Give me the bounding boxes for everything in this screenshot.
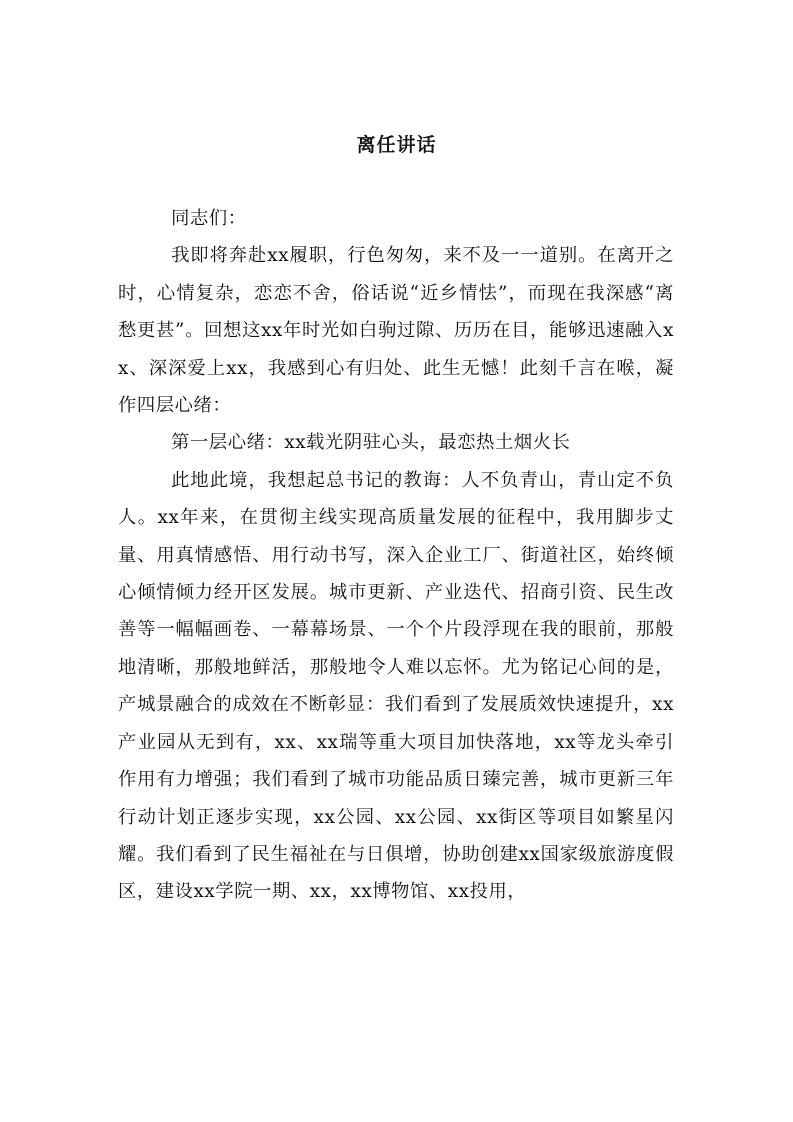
section-heading-1: 第一层心绪：xx载光阴驻心头，最恋热土烟火长 xyxy=(171,432,571,454)
salutation-paragraph: 同志们： xyxy=(171,208,247,229)
document-title: 离任讲话 xyxy=(356,134,437,156)
intro-paragraph: 我即将奔赴xx履职，行色匆匆，来不及一一道别。在离开之时，心情复杂，恋恋不舍，俗话说“近乡情怯”，而现在我深感“离愁更甚”。回想这xx年时光如白驹过隙、历历在目，能够迅速融入xx、深深爱上xx，我感到心有归处、此生无憾！此刻千言在喉，凝作四层心绪： xyxy=(118,245,674,417)
section-1-paragraph: 此地此境，我想起总书记的教诲：人不负青山，青山定不负人。xx年来，在贯彻主线实现高质量发展的征程中，我用脚步丈量、用真情感悟、用行动书写，深入企业工厂、街道社区，始终倾心倾情倾力经开区发展。城市更新、产业迭代、招商引资、民生改善等一幅幅画卷、一幕幕场景、一个个片段浮现在我的眼前，那般地清晰，那般地鲜活，那般地令人难以忘怀。尤为铭记心间的是，产城景融合的成效在不断彰显：我们看到了发展质效快速提升，xx产业园从无到有，xx、xx瑞等重大项目加快落地，xx等龙头牵引作用有力增强；我们看到了城市功能品质日臻完善，城市更新三年行动计划正逐步实现，xx公园、xx公园、xx街区等项目如繁星闪耀。我们看到了民生福祉在与日俱增，协助创建xx国家级旅游度假区，建设xx学院一期、xx，xx博物馆、xx投用， xyxy=(118,469,674,903)
document-body xyxy=(118,200,674,911)
